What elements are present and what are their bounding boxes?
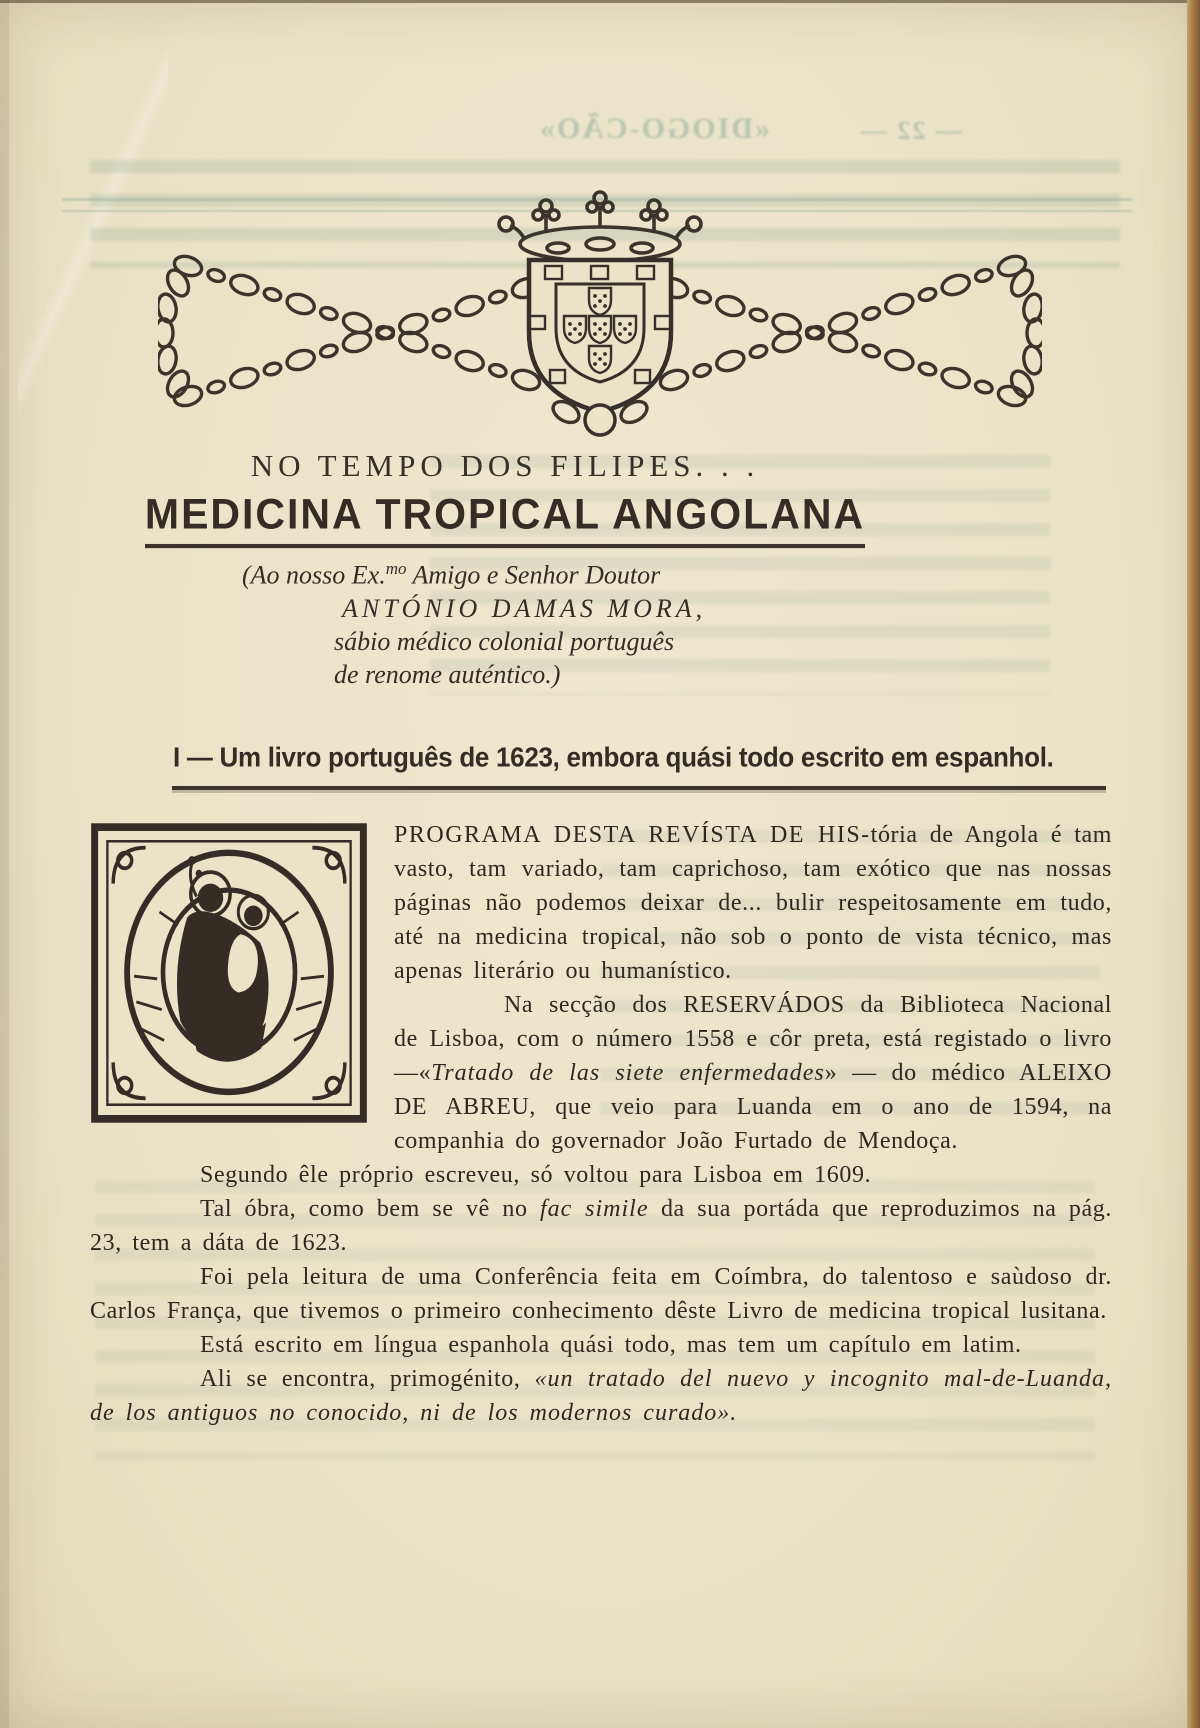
bleedthrough-running-header — [0, 108, 1200, 154]
page-title: MEDICINA TROPICAL ANGOLANA — [145, 490, 865, 548]
shield-of-portugal-icon — [529, 260, 671, 435]
dedication-line: ANTÓNIO DAMAS MORA, — [342, 593, 707, 623]
scan-right-page-edge — [1187, 0, 1200, 1728]
scan-left-shadow — [0, 0, 9, 1728]
coat-of-arms-chains-icon — [158, 188, 1042, 440]
body-text — [90, 818, 1112, 1430]
section-heading: I — Um livro português de 1623, embora quási todo escrito em espanhol. — [173, 740, 1054, 774]
paragraph: Foi pela leitura de uma Conferência feita em Coímbra, do talentoso e saùdoso dr. Carlos França, que tivemos o primeiro conhecimento dêste Livro de medicina tropical lusitana. — [90, 1264, 1112, 1324]
paragraph: Está escrito em língua espanhola quási todo, mas tem um capítulo em latim. — [200, 1332, 1022, 1358]
paragraph: Ali se encontra, primogénito, «un tratado del nuevo y incognito mal-de-Luanda, de los antiguos no conocido, ni de los modernos curado». — [90, 1366, 1113, 1426]
portuguese-coat-of-arms-emblem — [158, 188, 1042, 440]
paragraph: Tal óbra, como bem se vê no fac simile da sua portáda que reproduzimos na pág. 23, tem a dáta de 1623. — [90, 1196, 1112, 1256]
bleedthrough-page-number: — 22 — — [859, 116, 962, 145]
section-rule — [172, 786, 1106, 790]
paragraph: PROGRAMA DESTA REVÍSTA DE HIS-tória de Angola é tam vasto, tam variado, tam caprichoso, tam exótico que nas nossas páginas não podemos deixar de... bulir respeitosamente em tudo, até na medicina tropical, não sob o ponto de vista técnico, mas apenas literário ou humanístico. — [394, 822, 1112, 984]
scan-top-edge — [0, 0, 1200, 3]
series-title: NO TEMPO DOS FILIPES. . . — [250, 448, 760, 483]
bleedthrough-header-title: «DIOGO-CÃO» — [538, 112, 770, 145]
historiated-initial-O-woodcut — [90, 822, 368, 1124]
dedication-line: sábio médico colonial português — [334, 626, 675, 656]
paragraph: Na secção dos RESERVÁDOS da Biblioteca Nacional de Lisboa, com o número 1558 e côr preta, está registado o livro—«Tratado de las siete enfermedades» — do médico ALEIXO DE ABREU, que veio para Luanda em o ano de 1594, na companhia do governador João Furtado de Mendoça. — [394, 992, 1112, 1154]
dedication-line: de renome auténtico.) — [334, 659, 561, 689]
crown-icon — [499, 192, 701, 261]
woodcut-initial-icon — [90, 822, 368, 1124]
dedication — [242, 552, 706, 691]
dedication-line: (Ao nosso Ex.$^{mo}$ Amigo e Senhor Doutor — [242, 559, 661, 590]
paragraph: Segundo êle próprio escreveu, só voltou para Lisboa em 1609. — [200, 1162, 872, 1188]
